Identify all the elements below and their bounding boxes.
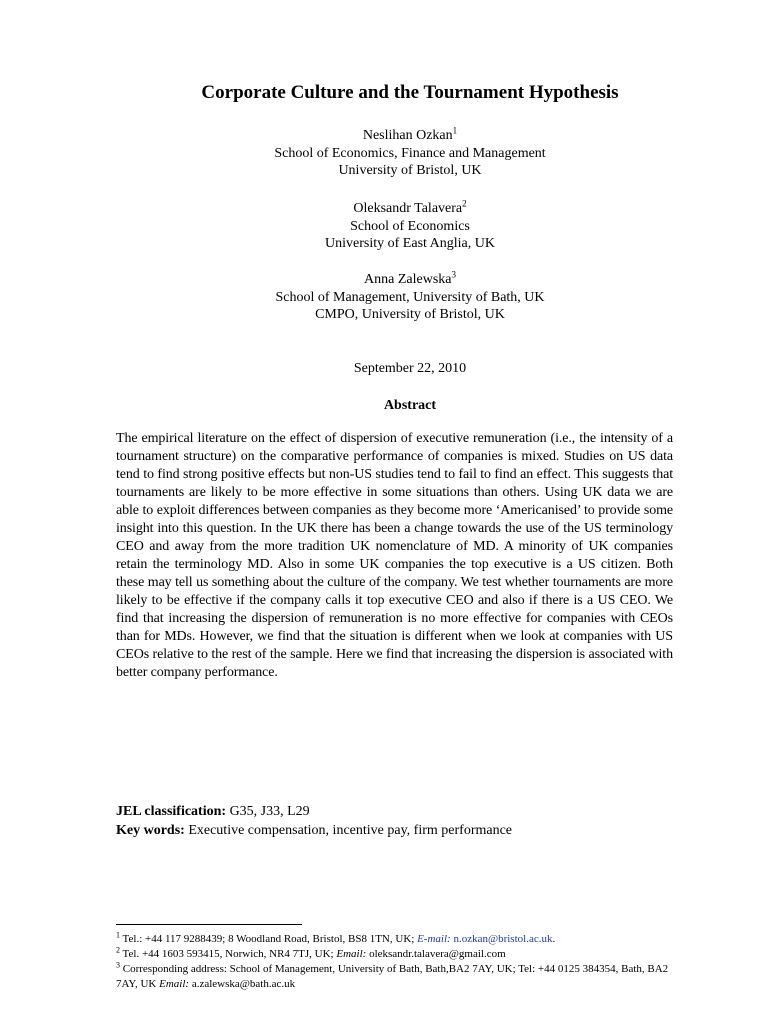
author-name: Neslihan Ozkan$^1$ bbox=[362, 125, 458, 143]
paper-date: September 22, 2010 bbox=[353, 361, 467, 376]
footnote-mark: 2 bbox=[462, 198, 467, 209]
footnote-mark: 2 bbox=[116, 945, 120, 955]
footnote-1: $^1$ Tel.: +44 117 9288439; 8 Woodland Road, Bristol, BS8 1TN, UK; E-mail: n.ozkan@bristol.ac.uk. bbox=[116, 930, 556, 945]
footnote-mark: 3 bbox=[116, 960, 120, 970]
author-affiliation: CMPO, University of Bristol, UK bbox=[315, 307, 505, 322]
footnote-mark: 1 bbox=[116, 930, 120, 940]
keywords bbox=[116, 821, 512, 840]
footnote-divider bbox=[116, 924, 302, 925]
author-block-3 bbox=[0, 271, 768, 324]
abstract-heading: Abstract bbox=[383, 398, 437, 413]
email-link[interactable]: n.ozkan@bristol.ac.uk bbox=[450, 933, 553, 945]
author-affiliation: School of Economics bbox=[350, 218, 470, 234]
footnote-3: $^3$ Corresponding address: School of Management, University of Bath, Bath,BA2 7AY, UK; Tel: +44 0125 384354, Bath, BA2 7AY, UK Email: a.zalewska@bath.ac.uk bbox=[116, 960, 669, 990]
author-affiliation: School of Management, University of Bath, UK bbox=[275, 289, 545, 305]
footnote-2: $^2$ Tel. +44 1603 593415, Norwich, NR4 7TJ, UK; Email: oleksandr.talavera@gmail.com bbox=[116, 945, 506, 960]
email-label: E-mail: bbox=[417, 933, 451, 945]
author-affiliation: University of Bristol, UK bbox=[338, 163, 482, 178]
author-name: Anna Zalewska$^3$ bbox=[364, 269, 456, 287]
keywords-value: Executive compensation, incentive pay, firm performance bbox=[184, 823, 513, 838]
author-block-2 bbox=[0, 200, 768, 253]
keywords-label: Key words: bbox=[116, 823, 185, 838]
paper-title: Corporate Culture and the Tournament Hypothesis bbox=[201, 82, 619, 103]
email-label: Email: bbox=[336, 948, 367, 960]
jel-label: JEL classification: bbox=[116, 804, 227, 819]
author-name: Oleksandr Talavera$^2$ bbox=[353, 198, 467, 216]
footnote-mark: 3 bbox=[451, 269, 456, 280]
footnote-mark: 1 bbox=[452, 125, 458, 136]
email-link[interactable]: oleksandr.talavera@gmail.com bbox=[366, 948, 506, 960]
email-link[interactable]: a.zalewska@bath.ac.uk bbox=[189, 978, 296, 990]
author-affiliation: University of East Anglia, UK bbox=[325, 236, 495, 251]
abstract-text: The empirical literature on the effect of dispersion of executive remuneration (i.e., the intensity of a tournament structure) on the comparative performance of companies is mixed. Studies on US data tend to find strong positive effects but non-US studies tend to fail to find an effect. This suggests that tournaments are likely to be more effective in some situations than others. Using UK data we are able to exploit differences between companies as they become more ‘Americanised’ to provide some insight into this question. In the UK there has been a change towards the use of the US terminology CEO and away from the more tradition UK nomenclature of MD. A minority of UK companies retain the terminology MD. Also in some UK companies the top executive is a US citizen. Both these may tell us something about the culture of the company. We test whether tournaments are more likely to be effective if the company calls it top executive CEO and also if there is a US CEO. We find that increasing the dispersion of remuneration is no more effective for companies with CEOs than for MDs. However, we find that the situation is different when we look at companies with US CEOs relative to the rest of the sample. Here we find that increasing the dispersion is associated with better company performance. bbox=[116, 431, 673, 680]
author-affiliation: School of Economics, Finance and Management bbox=[274, 145, 546, 161]
author-block-1 bbox=[0, 127, 768, 180]
email-label: Email: bbox=[159, 978, 190, 990]
jel-classification bbox=[116, 802, 310, 821]
jel-value: G35, J33, L29 bbox=[226, 804, 310, 819]
